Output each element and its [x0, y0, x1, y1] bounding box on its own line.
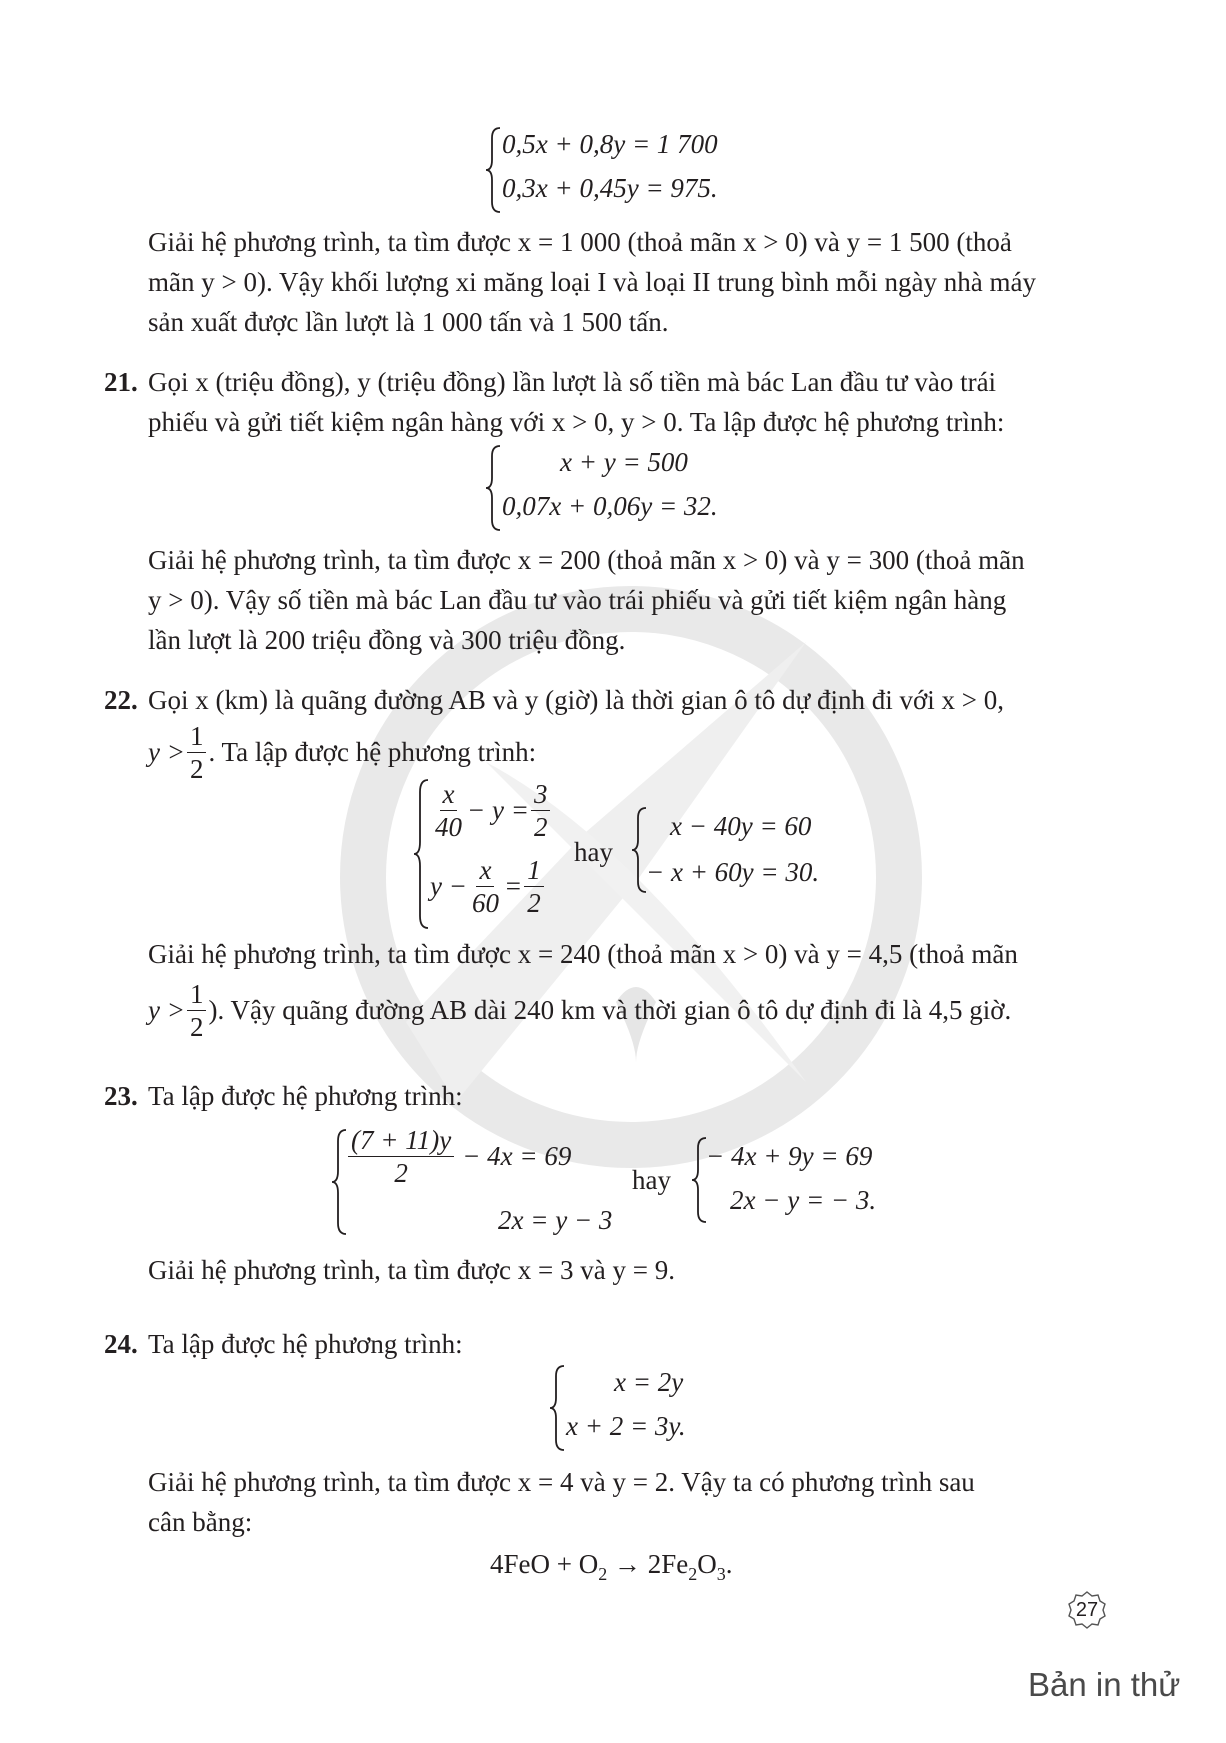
- paragraph-line: Gọi x (km) là quãng đường AB và y (giờ) là thời gian ô tô dự định đi với x > 0,: [148, 685, 1005, 715]
- exercise-number: 21.: [104, 367, 138, 397]
- hay-label: hay: [574, 837, 613, 867]
- paragraph-line: Gọi x (triệu đồng), y (triệu đồng) lần lượt là số tiền mà bác Lan đầu tư vào trái: [148, 367, 997, 397]
- exercise-number: 24.: [104, 1329, 138, 1359]
- equation-line: 0,3x + 0,45y = 975.: [502, 173, 718, 203]
- equation-line: $\frac{(7 + 11)y}{2}$ − 4x = 69: [346, 1126, 571, 1188]
- brace-left: [412, 778, 430, 930]
- exercise-number: 22.: [104, 685, 138, 715]
- equation-line: x + y = 500: [560, 447, 688, 477]
- brace-left: [484, 444, 502, 532]
- equation-line: 2x − y = − 3.: [730, 1185, 877, 1215]
- paragraph-line: sản xuất được lần lượt là 1 000 tấn và 1 500 tấn.: [148, 307, 669, 337]
- paragraph-line: Giải hệ phương trình, ta tìm được x = 240 (thoả mãn x > 0) và y = 4,5 (thoả mãn: [148, 939, 1018, 969]
- equation-line: 0,07x + 0,06y = 32.: [502, 491, 718, 521]
- paragraph-line: Ta lập được hệ phương trình:: [148, 1329, 463, 1359]
- exercise-number: 23.: [104, 1081, 138, 1111]
- paragraph-line: mãn y > 0). Vậy khối lượng xi măng loại I và loại II trung bình mỗi ngày nhà máy: [148, 267, 1036, 297]
- paragraph-line: Giải hệ phương trình, ta tìm được x = 200 (thoả mãn x > 0) và y = 300 (thoả mãn: [148, 545, 1025, 575]
- paragraph-line: Giải hệ phương trình, ta tìm được x = 3 và y = 9.: [148, 1255, 675, 1285]
- inequality-text: y >: [148, 737, 185, 768]
- paragraph-line: y > $\frac{1}{2}$ ). Vậy quãng đường AB dài 240 km và thời gian ô tô dự định đi là 4,5 giờ.: [148, 979, 1012, 1043]
- hay-label: hay: [632, 1165, 671, 1195]
- paragraph-line: phiếu và gửi tiết kiệm ngân hàng với x > 0, y > 0. Ta lập được hệ phương trình:: [148, 407, 1005, 437]
- draft-label: Bản in thử: [1028, 1666, 1181, 1703]
- page-number: 27: [1067, 1590, 1107, 1630]
- fraction-one-half: $\frac{1}{2}$: [187, 722, 207, 784]
- paragraph-line: Giải hệ phương trình, ta tìm được x = 1 000 (thoả mãn x > 0) và y = 1 500 (thoả: [148, 227, 1012, 257]
- equation-line: $\frac{x}{40}$ − y = $\frac{3}{2}$: [430, 780, 552, 842]
- paragraph-line: Ta lập được hệ phương trình:: [148, 1081, 463, 1111]
- paragraph-line: lần lượt là 200 triệu đồng và 300 triệu đồng.: [148, 625, 626, 655]
- equation-line: x − 40y = 60: [670, 811, 812, 841]
- paragraph-line: cân bằng:: [148, 1507, 253, 1537]
- paragraph-line: y > 0). Vậy số tiền mà bác Lan đầu tư vào trái phiếu và gửi tiết kiệm ngân hàng: [148, 585, 1007, 615]
- paragraph-text: . Ta lập được hệ phương trình:: [208, 737, 537, 768]
- equation-line: y − $\frac{x}{60}$ = $\frac{1}{2}$: [430, 856, 546, 918]
- paragraph-line: Giải hệ phương trình, ta tìm được x = 4 và y = 2. Vậy ta có phương trình sau: [148, 1467, 975, 1497]
- brace-left: [484, 126, 502, 214]
- equation-line: − x + 60y = 30.: [646, 857, 820, 887]
- equation-line: x = 2y: [614, 1367, 684, 1397]
- fraction-one-half: $\frac{1}{2}$: [187, 980, 207, 1042]
- paragraph-line: [148, 722, 536, 784]
- equation-line: x + 2 = 3y.: [566, 1411, 686, 1441]
- equation-line: 2x = y − 3: [498, 1205, 613, 1235]
- equation-line: 0,5x + 0,8y = 1 700: [502, 129, 718, 159]
- brace-left: [548, 1364, 566, 1452]
- chemical-equation: $4FeO + O_2 \to 2Fe_2O_3$.: [490, 1549, 733, 1584]
- equation-line: − 4x + 9y = 69: [706, 1141, 873, 1171]
